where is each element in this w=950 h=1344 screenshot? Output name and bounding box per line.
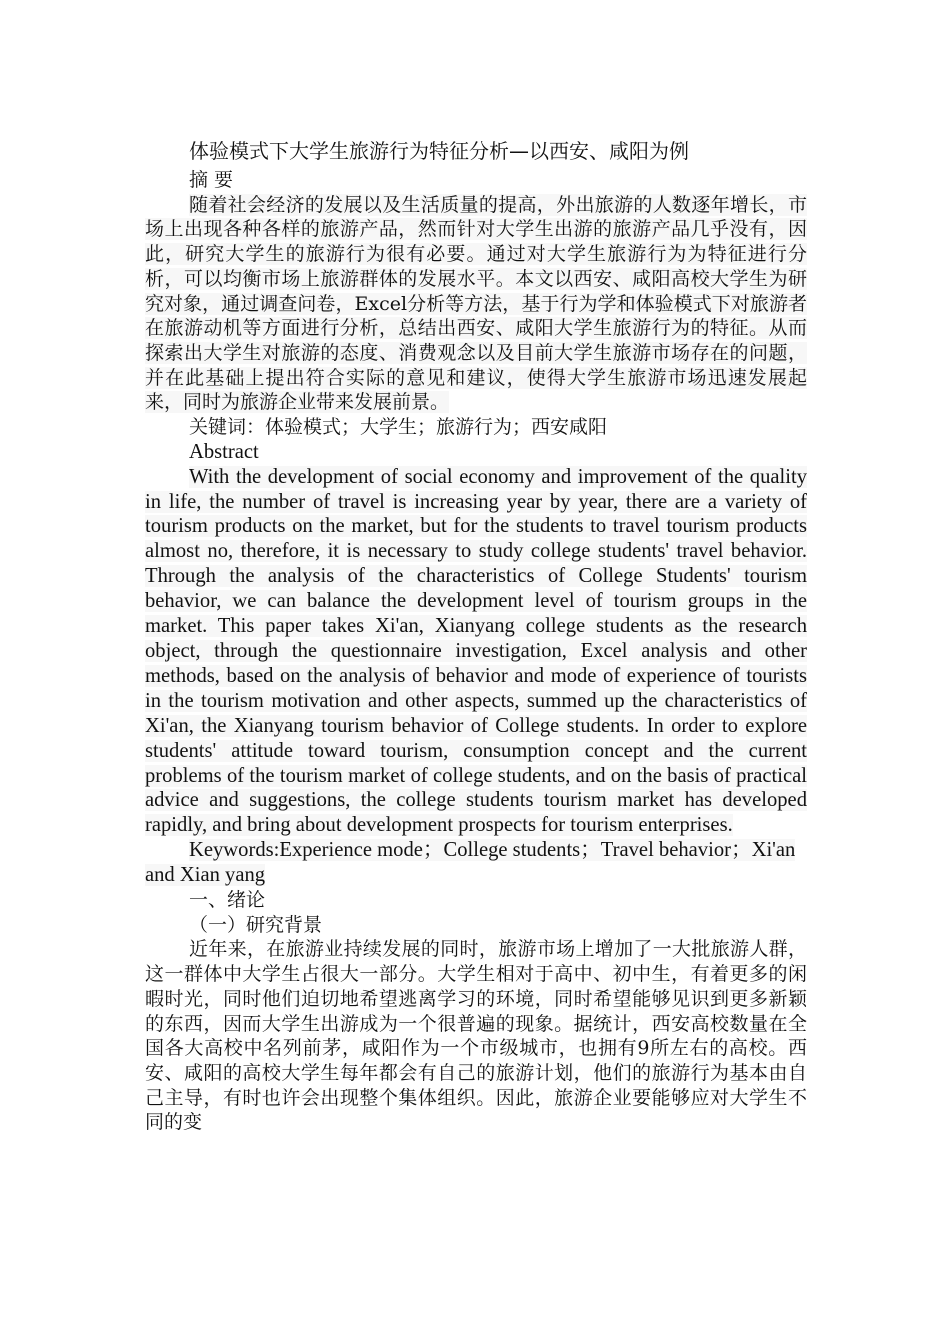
abstract-cn-heading: 摘 要 [189,169,234,191]
subsection-heading: （一）研究背景 [189,913,323,936]
paper-title: 体验模式下大学生旅游行为特征分析—以西安、咸阳为例 [189,139,689,163]
section-heading: 一、绪论 [189,889,266,912]
keywords-en-text: Keywords:Experience mode；College students；Travel behavior；Xi'an and Xian yang [145,839,796,887]
abstract-en-text: With the development of social economy and improvement of the quality in life, the number of travel is increasing year by year, there are a variety of tourism products on the market, but for the students to travel tourism products almost no, therefore, it is necessary to study college students' travel behavior. Through the analysis of the characteristics of College Students' tourism behavior, we can balance the development level of tourism groups in the market. This paper takes Xi'an, Xianyang college students as the research object, through the questionnaire investigation, Excel analysis and other methods, based on the analysis of behavior and mode of experience of tourists in the tourism motivation and other aspects, summed up the characteristics of Xi'an, the Xianyang tourism behavior of College students. In order to explore students' attitude toward tourism, consumption concept and the current problems of the tourism market of college students, and on the basis of practical advice and suggestions, the college students tourism market has developed rapidly, and bring about development prospects for tourism enterprises. [145,465,807,837]
abstract-cn-body [145,193,807,415]
document-page [145,134,807,1135]
keywords-en [145,838,807,888]
abstract-cn-text: 随着社会经济的发展以及生活质量的提高，外出旅游的人数逐年增长，市场上出现各种各样的旅游产品，然而针对大学生出游的旅游产品几乎没有，因此，研究大学生的旅游行为很有必要。通过对大学生旅游行为为特征进行分析，可以均衡市场上旅游群体的发展水平。本文以西安、咸阳高校大学生为研究对象，通过调查问卷，Excel分析等方法，基于行为学和体验模式下对旅游者在旅游动机等方面进行分析，总结出西安、咸阳大学生旅游行为的特征。从而探索出大学生对旅游的态度、消费观念以及目前大学生旅游市场存在的问题，并在此基础上提出符合实际的意见和建议，使得大学生旅游市场迅速发展起来，同时为旅游企业带来发展前景。 [145,193,807,414]
section-body: 近年来，在旅游业持续发展的同时，旅游市场上增加了一大批旅游人群，这一群体中大学生占很大一部分。大学生相对于高中、初中生，有着更多的闲暇时光，同时他们迫切地希望逃离学习的环境，同时希望能够见识到更多新颖的东西，因而大学生出游成为一个很普遍的现象。据统计，西安高校数量在全国各大高校中名列前茅，咸阳作为一个市级城市，也拥有9所左右的高校。西安、咸阳的高校大学生每年都会有自己的旅游计划，他们的旅游行为基本由自己主导，有时也许会出现整个集体组织。因此，旅游企业要能够应对大学生不同的变 [145,938,807,1134]
abstract-en-body [145,465,807,839]
abstract-en-heading: Abstract [189,440,259,463]
keywords-cn: 关键词：体验模式；大学生；旅游行为；西安咸阳 [189,416,608,439]
